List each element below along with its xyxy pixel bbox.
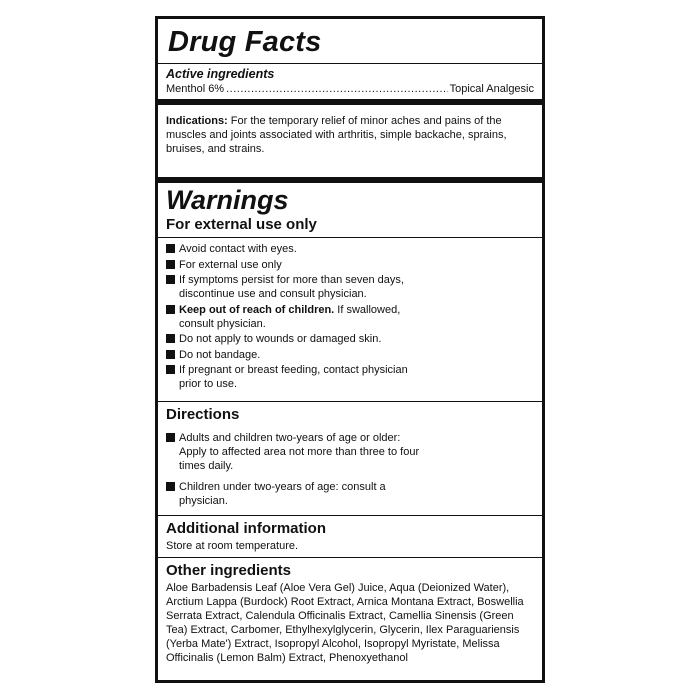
additional-info-title: Additional information — [166, 520, 326, 537]
title-section — [158, 19, 542, 64]
other-ingredients-text: Aloe Barbadensis Leaf (Aloe Vera Gel) Juice, Aqua (Deionized Water), Arctium Lappa (Burdock) Root Extract, Arnica Montana Extract, Boswellia Serrata Extract, Calendula Officinalis Extract, Camellia Sinensis (Green Tea) Extract, Carbomer, Ethylhexylglycerin, Glycerin, Ilex Paraguariensis (Yerba Mate') Extract, Isopropyl Alcohol, Isopropyl Myristate, Melissa Officinalis (Lemon Balm) Extract, Phenoxyethanol — [166, 582, 524, 664]
bullet-square-icon — [166, 365, 175, 374]
bullet-square-icon — [166, 244, 175, 253]
direction-item: Children under two-years of age: consult a physician. — [166, 480, 534, 508]
active-ingredient-purpose: Topical Analgesic — [449, 83, 534, 95]
other-ingredients-title: Other ingredients — [166, 562, 292, 579]
bullet-square-icon — [166, 305, 175, 314]
warning-item: If pregnant or breast feeding, contact physician prior to use. — [166, 363, 534, 391]
warning-item: Do not apply to wounds or damaged skin. — [166, 332, 534, 346]
bullet-square-icon — [166, 482, 175, 491]
active-ingredient-row — [166, 82, 534, 96]
warning-item: Do not bandage. — [166, 348, 534, 362]
additional-info-section — [158, 516, 542, 558]
warning-item: Keep out of reach of children. If swallowed, consult physician. — [166, 303, 534, 331]
drug-facts-panel — [155, 16, 545, 683]
bullet-square-icon — [166, 275, 175, 284]
warnings-title: Warnings — [166, 185, 289, 215]
indications-text — [166, 114, 534, 156]
active-ingredient-name: Menthol 6% — [166, 83, 225, 95]
bullet-square-icon — [166, 334, 175, 343]
dot-leader — [226, 82, 448, 96]
warning-item: For external use only — [166, 258, 534, 272]
bullet-square-icon — [166, 350, 175, 359]
warnings-list — [166, 242, 534, 391]
active-ingredients-section — [158, 64, 542, 105]
active-ingredients-heading: Active ingredients — [166, 67, 275, 81]
warnings-list-section — [158, 238, 542, 402]
directions-title: Directions — [166, 405, 240, 423]
direction-item: Adults and children two-years of age or older: Apply to affected area not more than three to four times daily. — [166, 431, 534, 473]
page-title: Drug Facts — [168, 26, 322, 58]
warning-item: If symptoms persist for more than seven days, discontinue use and consult physician. — [166, 273, 534, 301]
indications-label: Indications: — [166, 115, 228, 127]
indications-section — [158, 105, 542, 183]
other-ingredients-section — [158, 558, 542, 665]
indications-body: For the temporary relief of minor aches and pains of the muscles and joints associated with arthritis, simple backache, sprains, bruises, and strains. — [166, 115, 507, 155]
warnings-header-section — [158, 183, 542, 238]
bullet-square-icon — [166, 433, 175, 442]
bullet-square-icon — [166, 260, 175, 269]
warnings-subtitle: For external use only — [166, 216, 317, 233]
directions-section — [158, 402, 542, 517]
additional-info-text: Store at room temperature. — [166, 540, 299, 552]
directions-list — [166, 431, 534, 508]
warning-item: Avoid contact with eyes. — [166, 242, 534, 256]
